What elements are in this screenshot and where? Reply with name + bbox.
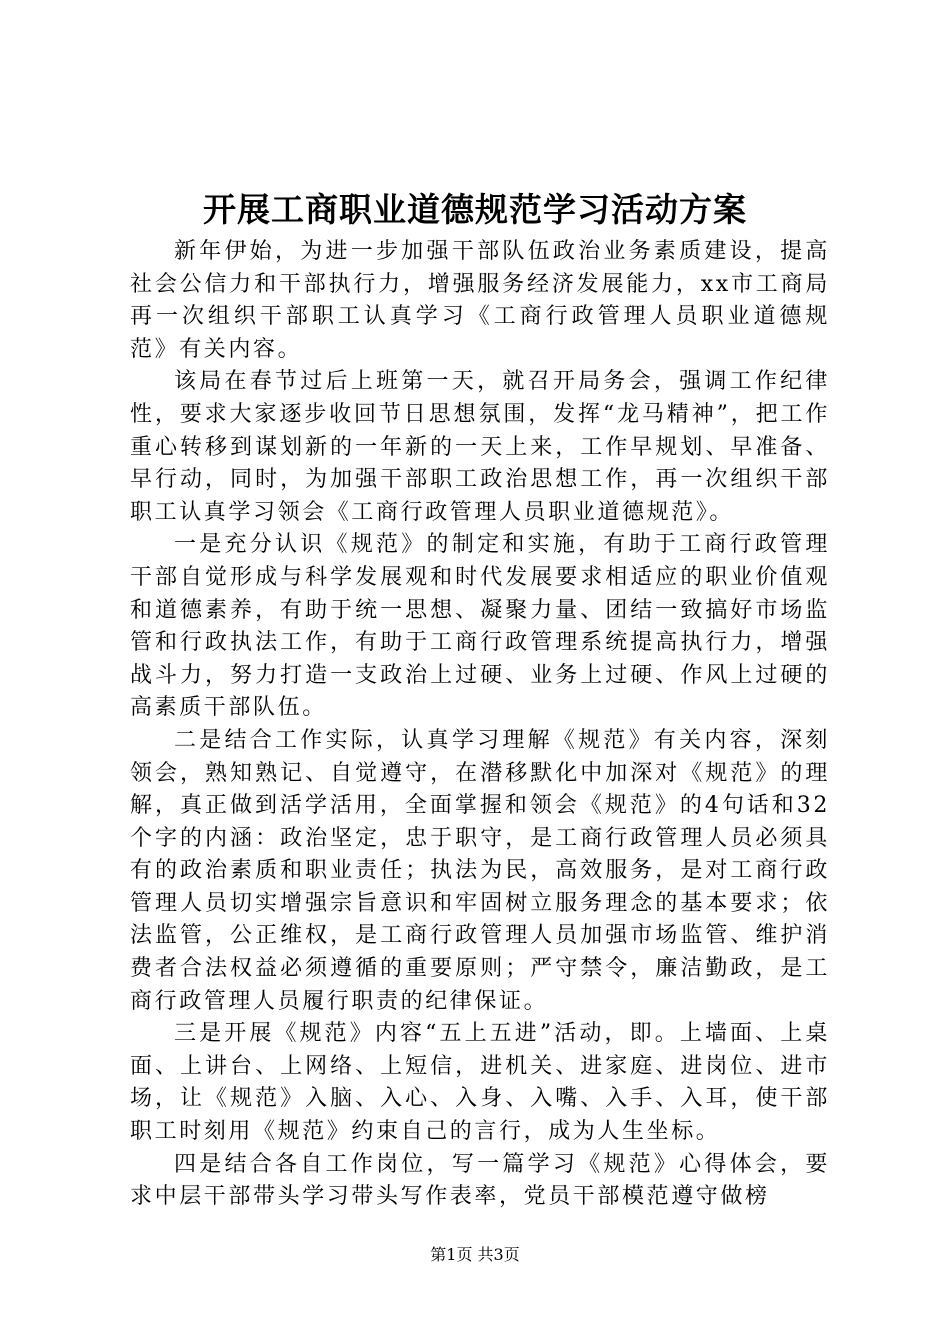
paragraph-meeting: 该局在春节过后上班第一天，就召开局务会，强调工作纪律性，要求大家逐步收回节日思想氛围，发挥“龙马精神”，把工作重心转移到谋划新的一年新的一天上来，工作早规划、早准备、早行动，同时，为加强干部职工政治思想工作，再一次组织干部职工认真学习领会《工商行政管理人员职业道德规范》。 bbox=[130, 369, 830, 525]
document-body bbox=[130, 236, 830, 1214]
page-number-footer: 第1页 共3页 bbox=[430, 1245, 520, 1264]
paragraph-point-one: 一是充分认识《规范》的制定和实施，有助于工商行政管理干部自觉形成与科学发展观和时代发展要求相适应的职业价值观和道德素养，有助于统一思想、凝聚力量、团结一致搞好市场监管和行政执法工作，有助于工商行政管理系统提高执行力，增强战斗力，努力打造一支政治上过硬、业务上过硬、作风上过硬的高素质干部队伍。 bbox=[130, 532, 830, 721]
paragraph-point-four: 四是结合各自工作岗位，写一篇学习《规范》心得体会，要求中层干部带头学习带头写作表率，党员干部模范遵守做榜 bbox=[130, 1151, 830, 1210]
paragraph-intro: 新年伊始，为进一步加强干部队伍政治业务素质建设，提高社会公信力和干部执行力，增强服务经济发展能力，xx市工商局再一次组织干部职工认真学习《工商行政管理人员职业道德规范》有关内容。 bbox=[130, 239, 830, 362]
paragraph-point-two: 二是结合工作实际，认真学习理解《规范》有关内容，深刻领会，熟知熟记、自觉遵守，在潜移默化中加深对《规范》的理解，真正做到活学活用，全面掌握和领会《规范》的4句话和32个字的内涵：政治坚定，忠于职守，是工商行政管理人员必须具有的政治素质和职业责任；执法为民，高效服务，是对工商行政管理人员切实增强宗旨意识和牢固树立服务理念的基本要求；依法监管，公正维权，是工商行政管理人员加强市场监管、维护消费者合法权益必须遵循的重要原则；严守禁令，廉洁勤政，是工商行政管理人员履行职责的纪律保证。 bbox=[130, 727, 830, 1014]
paragraph-point-three: 三是开展《规范》内容“五上五进”活动，即。上墙面、上桌面、上讲台、上网络、上短信，进机关、进家庭、进岗位、进市场，让《规范》入脑、入心、入身、入嘴、入手、入耳，使干部职工时刻用《规范》约束自己的言行，成为人生坐标。 bbox=[130, 1021, 830, 1145]
document-title: 开展工商职业道德规范学习活动方案 bbox=[203, 190, 747, 229]
